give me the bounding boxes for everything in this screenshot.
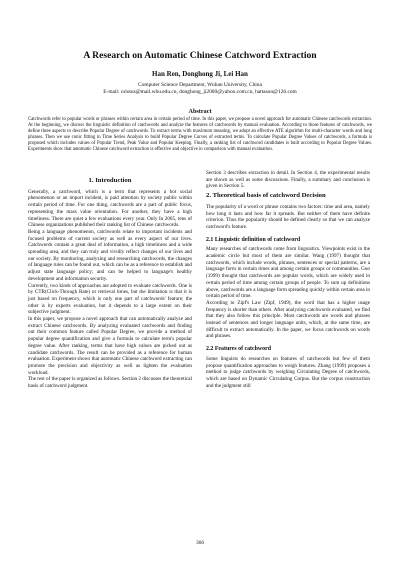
- affiliation: Computer Science Department, Wuhan University, China: [138, 82, 262, 88]
- author-emails: E-mail: cslotus@mail.whu.edu.cn, donghong_ji2000@yahoo.com.cn, hattason@126.com: [103, 89, 297, 95]
- section-heading-introduction: 1. Introduction: [88, 177, 132, 184]
- paragraph: Currently, two kinds of approaches are adopted to evaluate catchwords. One is by CTR(Click-Through Rate) or retrieval times, but the limitation is that it is just based on frequency, which is only one part of catchwords' feature; the other is by experts evaluation, but it depends to a large extent on their subjective judgment.: [28, 282, 192, 316]
- paragraph: Many researches of catchwords come from linguistics. Viewpoints exist in the academic circle but most of them are similar. Wang (1997) thought that catchwords, which include words, phrases, sentences or special patterns, are a language form in certain times and among certain groups or communities. Guo (1999) thought that catchwords are popular words, which are widely used in certain period of time among certain groups of people. To sum up definitions above, catchwords are a language form spreading quickly within certain area in certain period of time.: [206, 246, 370, 300]
- abstract-text: Catchwords refer to popular words or phrases within certain area in certain period of time. In this paper, we propose a novel approach for automatic Chinese catchwords extraction. At the beginning, we discuss the linguistic definition of catchwords and analyze the features of catchwords by manual evaluation. According to those features of catchwords, we define three aspects to describe Popular Degree of catchwords. To extract terms with maximum meaning, we adopt an effective ATE algorithm for multi-character words and long phrases. Then we use conic fitting in Time Series Analysis to build Popular Degree Curves of extracted terms. To calculate Popular Degree Values of catchwords, a formula is proposed which includes values of Popular Trend, Peak Value and Popular Keeping. Finally, a ranking list of catchword candidates is built according to Popular Degree Values. Experiments show that automatic Chinese catchword extraction is effective and objective in comparison with manual evaluation.: [28, 117, 372, 152]
- paragraph: Some linguists do researches on features of catchwords but few of them propose quantification approaches to weigh features. Zhang (1999) proposes a method to judge catchwords by weighing Circulating Degree of catchwords, which are based on Dynamic Circulating Corpus. But the corpus construction and the judgment still: [206, 355, 370, 389]
- paragraph: The popularity of a word or phrase contains two factors: time and area, namely how long it lasts and how far it spreads. But neither of them have definite criterion. Thus the popularity should be defined clearly so that we can analyze catchword's feature.: [206, 203, 370, 230]
- paragraph: Section 3 describes extraction in detail. In Section 4, the experimental results are shown as well as some discussions. Finally, a summary and conclusion is given in Section 5.: [206, 170, 370, 190]
- subsection-heading-linguistic-definition: 2.1 Linguistic definition of catchword: [206, 236, 301, 243]
- paragraph: In this paper, we propose a novel approach that can automatically analyze and extract Chinese catchwords. By analyzing evaluated catchwords and finding out their common feature called Popular Degree, we provide a method of popular degree quantification and give a formula to calculate term's popular degree value. After ranking, terms that have high values are picked out as candidate catchwords. The result can be provided as a reference for human evaluation. Experiment shows that automatic Chinese catchword extracting can promote the precision and objectivity as well as lighten the evaluation workload.: [28, 316, 192, 376]
- abstract-heading: Abstract: [188, 108, 212, 115]
- right-column: [206, 170, 370, 389]
- subsection-heading-features: 2.2 Features of catchword: [206, 346, 272, 353]
- paragraph: Generally, a catchword, which is a term that represents a hot social phenomenon or an import incident, is paid attention by society public within certain period of time. For one thing, catchwords are a part of public focus, representing the mass value orientation. For another, they have a high timeliness. There are quiet a few evaluations every year. Only In 2005, tens of Chinese organizations published their ranking list of Chinese catchwords.: [28, 188, 192, 229]
- paragraph: Being a language phenomenon, catchwords relate to important incidents and focused problems of current society as well as every aspect of our lives. Catchwords contain a great deal of information, a high timeliness and a wide spreading area, and they can truly and vividly reflect changes of our lives and our society. By monitoring, analyzing and researching catchwords, the changes of language rules can be found out, which can be as a reference to establish and adjust state language policy; and can be helped to language's healthy development and information security.: [28, 228, 192, 282]
- paragraph: According to Zipf's Law (Zipf, 1949), the word that has a higher usage frequency is shorter than others. After analyzing catchwords evaluated, we find that they also follow this principle. Most catchwords are words and phrases instead of sentences and longer language units, which, at the same time, are difficult to extract automatically. In the paper, we focus catchwords on words and phrases.: [206, 299, 370, 340]
- author-list: Han Ren, Donghong Ji, Lei Han: [152, 70, 248, 78]
- paragraph: The rest of the paper is organized as follows. Section 2 discusses the theoretical basis of catchword judgment.: [28, 376, 192, 390]
- affiliation-block: [40, 82, 360, 96]
- section-heading-theoretical-basis: 2. Theoretical basis of catchword Decision: [206, 192, 326, 200]
- page-number: 366: [195, 540, 205, 546]
- paper-title: A Research on Automatic Chinese Catchword Extraction: [83, 50, 317, 61]
- left-column: [28, 178, 192, 390]
